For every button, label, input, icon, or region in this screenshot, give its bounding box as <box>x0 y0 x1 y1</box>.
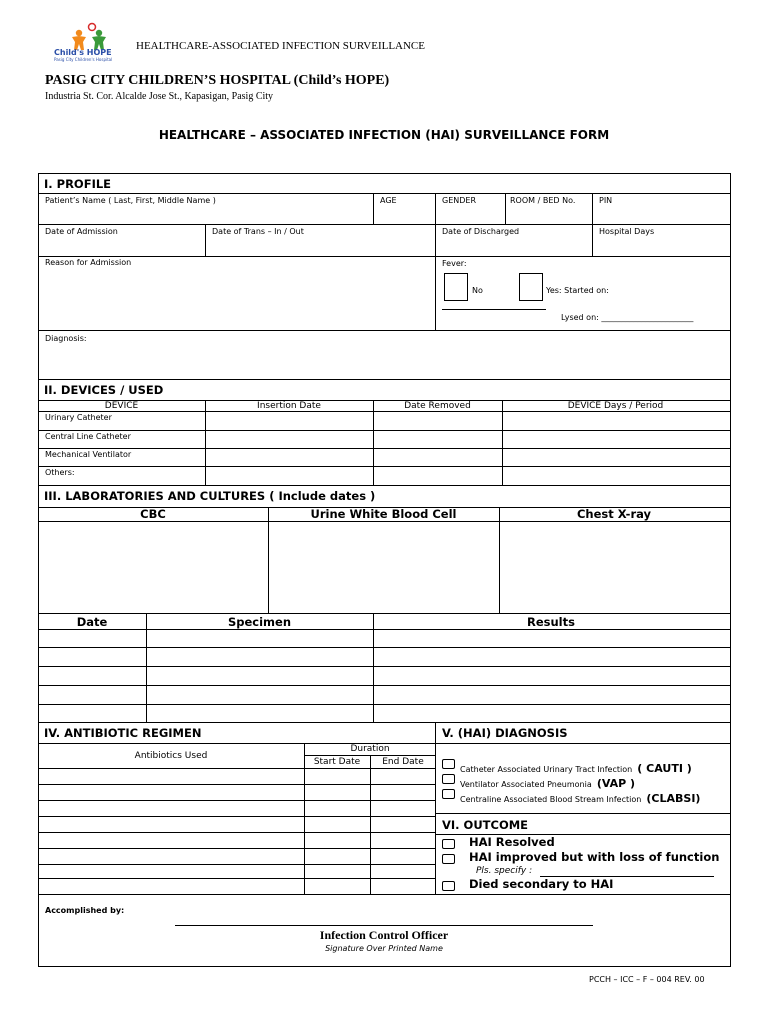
lab-col-cbc: CBC <box>140 507 166 521</box>
fever-yes-label: Yes: Started on: <box>546 286 609 295</box>
devices-col-insertion: Insertion Date <box>257 401 321 411</box>
age-label: AGE <box>380 196 397 205</box>
diagnosis-label: Diagnosis: <box>45 334 87 343</box>
specify-label: Pls. specify : <box>476 866 533 876</box>
date-discharged-label: Date of Discharged <box>442 227 520 236</box>
culture-col-specimen: Specimen <box>227 615 292 629</box>
hospital-logo <box>54 22 122 62</box>
accomplished-by-label: Accomplished by: <box>45 906 125 915</box>
section-hai-diagnosis: V. (HAI) DIAGNOSIS <box>442 726 568 740</box>
fever-label: Fever: <box>442 259 467 268</box>
signature-line[interactable] <box>175 925 593 926</box>
end-date-header: End Date <box>382 757 424 767</box>
device-row-label: Central Line Catheter <box>45 432 131 441</box>
lab-col-xray: Chest X-ray <box>576 507 652 521</box>
died-label: Died secondary to HAI <box>469 877 614 891</box>
officer-title: Infection Control Officer <box>319 928 449 942</box>
device-row-label: Urinary Catheter <box>45 413 112 422</box>
fever-no-label: No <box>472 286 483 295</box>
document-header: HEALTHCARE-ASSOCIATED INFECTION SURVEILLANCE <box>136 40 425 52</box>
date-admission-label: Date of Admission <box>45 227 118 236</box>
cauti-checkbox[interactable] <box>442 759 455 769</box>
devices-col-days: DEVICE Days / Period <box>567 401 664 411</box>
room-bed-label: ROOM / BED No. <box>510 196 576 205</box>
clabsi-option: Centraline Associated Blood Stream Infection (CLABSI) <box>460 792 701 805</box>
vap-checkbox[interactable] <box>442 774 455 784</box>
hospital-days-label: Hospital Days <box>599 227 655 236</box>
hai-resolved-label: HAI Resolved <box>469 835 555 849</box>
reason-admission-label: Reason for Admission <box>45 258 132 267</box>
section-antibiotic: IV. ANTIBIOTIC REGIMEN <box>44 726 202 740</box>
section-devices: II. DEVICES / USED <box>44 383 164 397</box>
device-row-label: Mechanical Ventilator <box>45 450 132 459</box>
culture-col-date: Date <box>76 615 108 629</box>
cauti-option: Catheter Associated Urinary Tract Infection ( CAUTI ) <box>460 762 692 775</box>
section-profile: I. PROFILE <box>44 177 112 191</box>
culture-col-results: Results <box>527 615 575 629</box>
fever-yes-checkbox[interactable] <box>519 273 543 301</box>
devices-col-device: DEVICE <box>104 401 139 411</box>
fever-no-checkbox[interactable] <box>444 273 468 301</box>
patient-name-label: Patient’s Name ( Last, First, Middle Name ) <box>45 196 216 205</box>
duration-header: Duration <box>350 744 390 754</box>
form-code: PCCH – ICC – F – 004 REV. 00 <box>589 975 705 984</box>
device-row-label: Others: <box>45 468 75 477</box>
start-date-header: Start Date <box>313 757 361 767</box>
hai-resolved-checkbox[interactable] <box>442 839 455 849</box>
gender-label: GENDER <box>442 196 477 205</box>
section-outcome: VI. OUTCOME <box>442 818 529 832</box>
logo-text: Child's HOPE <box>54 48 112 57</box>
hospital-address: Industria St. Cor. Alcalde Jose St., Kapasigan, Pasig City <box>45 91 274 102</box>
logo-subtext: Pasig City Children's Hospital <box>54 57 113 62</box>
hai-improved-checkbox[interactable] <box>442 854 455 864</box>
date-trans-label: Date of Trans – In / Out <box>212 227 304 236</box>
clabsi-checkbox[interactable] <box>442 789 455 799</box>
started-on-line[interactable] <box>442 309 546 310</box>
section-laboratories: III. LABORATORIES AND CULTURES ( Include dates ) <box>44 489 376 503</box>
died-checkbox[interactable] <box>442 881 455 891</box>
lab-col-urine: Urine White Blood Cell <box>310 507 457 521</box>
devices-col-removed: Date Removed <box>404 401 471 411</box>
hospital-name: PASIG CITY CHILDREN’S HOSPITAL (Child’s HOPE) <box>45 73 390 88</box>
vap-option: Ventilator Associated Pneumonia (VAP ) <box>460 777 636 790</box>
form-title: HEALTHCARE – ASSOCIATED INFECTION (HAI) SURVEILLANCE FORM <box>158 128 610 142</box>
hai-improved-label: HAI improved but with loss of function <box>469 850 720 864</box>
antibiotics-used-header: Antibiotics Used <box>134 751 208 761</box>
signature-label: Signature Over Printed Name <box>325 944 443 953</box>
lysed-on-label: Lysed on: _______________________ <box>561 313 694 322</box>
pin-label: PIN <box>599 196 613 205</box>
